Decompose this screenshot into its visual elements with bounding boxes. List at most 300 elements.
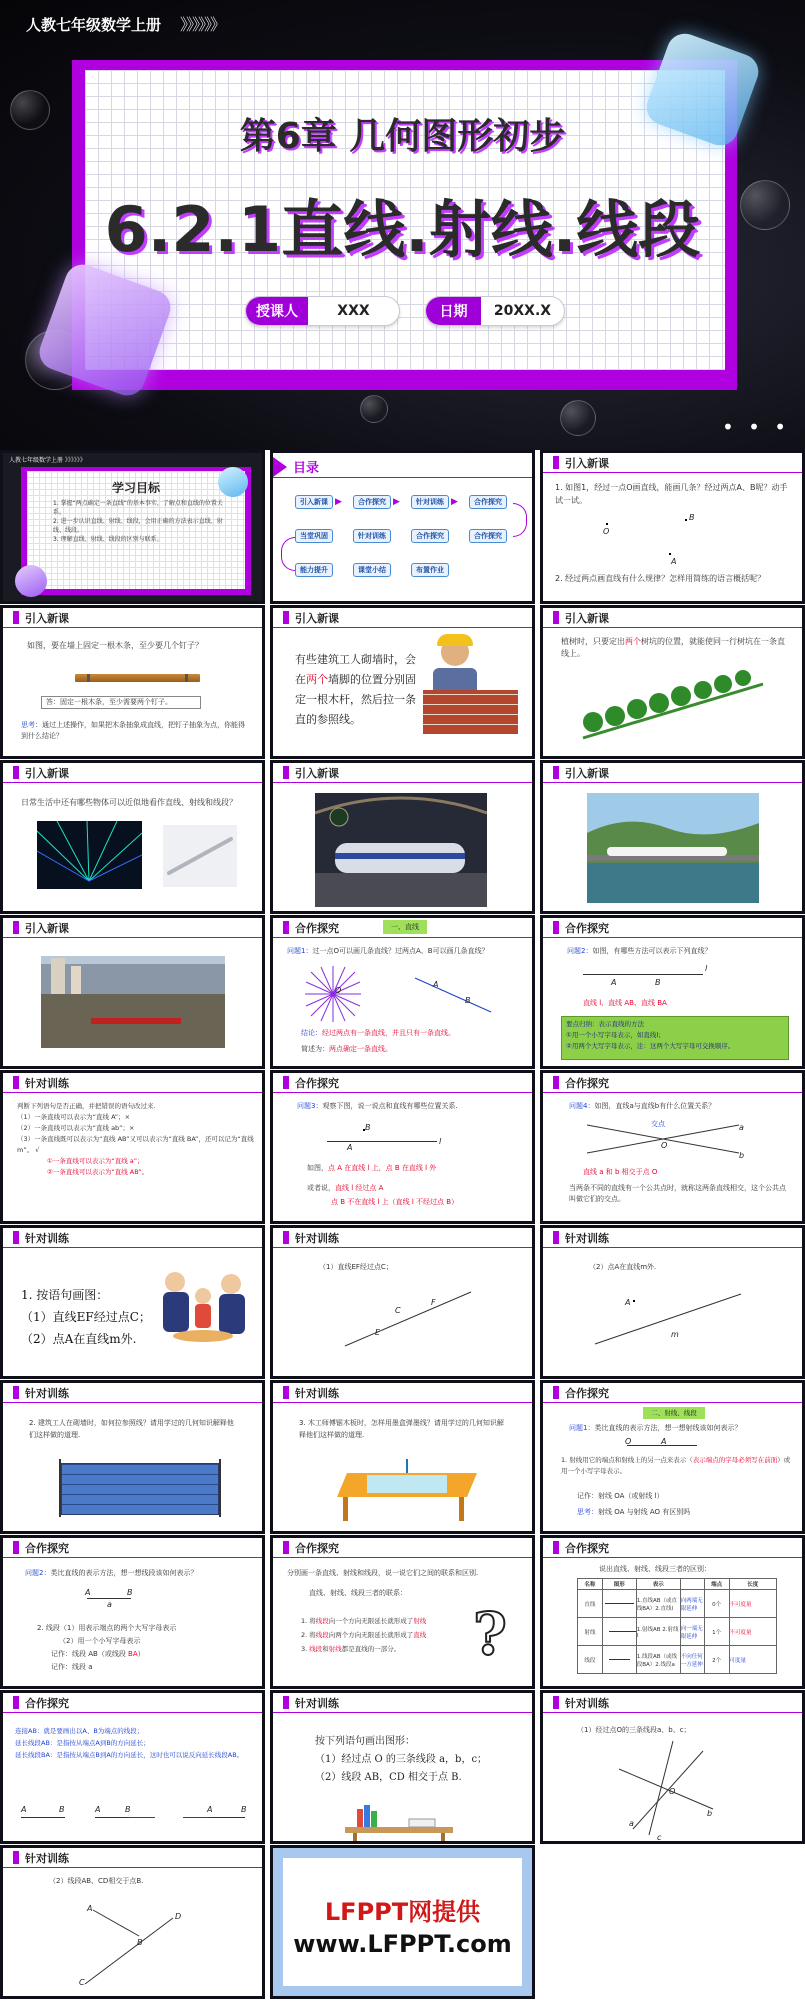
point-label: A bbox=[611, 978, 617, 987]
highlight-text: 射线 bbox=[328, 1645, 342, 1653]
table-cell: 1.射线AB 2.射线l bbox=[636, 1618, 680, 1646]
table-header-row bbox=[578, 1579, 777, 1590]
hardhat-icon bbox=[437, 634, 473, 646]
slide-header bbox=[3, 763, 262, 783]
table-cell: 不向任何一方延伸 bbox=[680, 1646, 704, 1674]
conclusion bbox=[301, 1028, 524, 1038]
segment-label: a bbox=[107, 1600, 112, 1609]
desk-books-image bbox=[339, 1797, 459, 1843]
toc-item[interactable]: 课堂小结 bbox=[353, 563, 391, 577]
carpenter-table-image bbox=[327, 1453, 487, 1523]
chapter-title: 第6章 几何图形初步 bbox=[239, 116, 566, 157]
definition: 连接AB：就是要画出以A、B为端点的线段； bbox=[15, 1727, 144, 1735]
slide-title: 引入新课 bbox=[25, 767, 69, 780]
nail-icon bbox=[87, 674, 90, 682]
slide-explore-line-notation[interactable] bbox=[540, 915, 805, 1069]
relation-list bbox=[301, 1614, 471, 1656]
task-list bbox=[315, 1733, 487, 1787]
table-cell: 不可度量 bbox=[729, 1590, 776, 1618]
extend-definitions bbox=[15, 1725, 255, 1761]
slide-brand[interactable] bbox=[270, 1845, 535, 1999]
question bbox=[569, 1423, 794, 1433]
slide-title: 合作探究 bbox=[295, 922, 339, 935]
notation-line bbox=[37, 1648, 176, 1661]
highlight-text: 两个 bbox=[625, 637, 641, 646]
brand-url[interactable]: www.LFPPT.com bbox=[293, 1930, 512, 1958]
task-heading: 1. 按语句画图： bbox=[21, 1288, 109, 1302]
pencil-of-lines-diagram bbox=[303, 964, 363, 1024]
think-text bbox=[21, 720, 251, 742]
table-cell: 直线 bbox=[578, 1590, 603, 1618]
line-label: a bbox=[739, 1123, 744, 1132]
point-label: A bbox=[671, 557, 677, 566]
point-label: A bbox=[661, 1437, 667, 1446]
question: （2）点A在直线m外. bbox=[589, 1263, 657, 1271]
goals-list bbox=[53, 499, 223, 544]
text-part: 记作：线段 AB（或线段 bbox=[51, 1650, 129, 1658]
toc-item[interactable]: 针对训练 bbox=[411, 495, 449, 509]
slide-header bbox=[3, 1538, 262, 1558]
point-dot bbox=[669, 553, 671, 555]
slide-header bbox=[3, 1228, 262, 1248]
point-label: C bbox=[79, 1978, 85, 1987]
question-body: 类比直线的表示方法，想一想射线该如何表示？ bbox=[594, 1424, 742, 1432]
slide-header bbox=[273, 1383, 532, 1403]
text-part: ） bbox=[137, 1650, 145, 1658]
toc-item[interactable]: 能力提升 bbox=[295, 563, 333, 577]
slide-title: 针对训练 bbox=[295, 1387, 339, 1400]
correction: ①一条直线可以表示为“直线 a”； bbox=[47, 1157, 144, 1165]
point-label: B bbox=[59, 1805, 65, 1814]
table-row bbox=[578, 1618, 777, 1646]
slide-explore-line[interactable] bbox=[270, 915, 535, 1069]
toc-title: 目录 bbox=[293, 461, 320, 476]
relation-1 bbox=[307, 1163, 436, 1173]
text-part: 向两个方向无限延长就形成了 bbox=[328, 1631, 414, 1639]
teacher-value: XXX bbox=[337, 303, 370, 319]
highlight-text: 直线 bbox=[413, 1631, 427, 1639]
question: 日常生活中还有哪些物体可以近似地看作直线、射线和线段？ bbox=[21, 798, 237, 807]
question: 3. 木工师傅锯木板时，怎样用墨盒弹墨线？请用学过的几何知识解释他们这样做的道理. bbox=[299, 1419, 504, 1439]
pole-icon bbox=[59, 1459, 61, 1517]
key-points-title: 要点归纳：表示直线的方法 bbox=[566, 1020, 644, 1028]
segment-diagram bbox=[87, 1598, 131, 1599]
slide-header bbox=[273, 1073, 532, 1093]
segment-diagram bbox=[21, 1817, 65, 1818]
text-part: 如图， bbox=[307, 1164, 328, 1172]
toc-item[interactable]: 合作探究 bbox=[353, 495, 391, 509]
text-part: 和 bbox=[322, 1645, 329, 1653]
slide-header bbox=[3, 1693, 262, 1713]
slide-title: 针对训练 bbox=[25, 1232, 69, 1245]
table-cell bbox=[602, 1618, 636, 1646]
point-label: B bbox=[465, 996, 471, 1005]
point-label: O bbox=[661, 1141, 668, 1150]
bridge-train-image bbox=[587, 793, 759, 903]
segment-notation bbox=[37, 1622, 176, 1674]
table-cell: 0个 bbox=[704, 1590, 729, 1618]
question-body: 如图，有哪些方法可以表示下列直线？ bbox=[592, 947, 712, 955]
point-label: B bbox=[655, 978, 661, 987]
slide-header bbox=[543, 918, 802, 938]
slide-practice-8[interactable] bbox=[540, 1690, 805, 1844]
line-diagram bbox=[583, 974, 703, 975]
table-cell: 可度量 bbox=[729, 1646, 776, 1674]
definition: 延长线段BA：是指按从端点B到A的方向延长，这时也可以说反向延长线段AB。 bbox=[15, 1751, 244, 1759]
toc-marker-icon bbox=[273, 457, 287, 477]
task-heading: 按下列语句画出图形： bbox=[315, 1736, 415, 1747]
line-label: b bbox=[739, 1151, 745, 1160]
goal-item: 3. 理解直线、射线、线段的区别与联系。 bbox=[53, 536, 163, 543]
text-part: 1. 将 bbox=[301, 1617, 316, 1625]
text-part: 有些建筑工人砌墙时，会在 bbox=[295, 653, 416, 686]
arrow-icon: ▶ bbox=[393, 497, 400, 507]
slide-practice-6[interactable] bbox=[270, 1380, 535, 1534]
cover-slide[interactable] bbox=[0, 0, 805, 450]
table-cell bbox=[602, 1646, 636, 1674]
point-label: A bbox=[347, 1143, 353, 1152]
conclusion-body: 经过两点有一条直线，并且只有一条直线。 bbox=[322, 1029, 455, 1037]
slide-title: 引入新课 bbox=[25, 922, 69, 935]
table-cell bbox=[602, 1590, 636, 1618]
line-ab-diagram bbox=[413, 974, 493, 1014]
text-part: 2. 将 bbox=[301, 1631, 316, 1639]
table-cell: 向两端无限延伸 bbox=[680, 1590, 704, 1618]
slide-title: 针对训练 bbox=[295, 1697, 339, 1710]
highlight-text: 射线 bbox=[413, 1617, 427, 1625]
goal-item: 1. 掌握“两点确定一条直线”的基本事实，了解点和直线的位置关系。 bbox=[53, 500, 223, 516]
slide-practice-9[interactable] bbox=[0, 1845, 265, 1999]
slide-practice-3[interactable] bbox=[270, 1225, 535, 1379]
mini-header: 人教七年级数学上册 》》》》》》 bbox=[9, 457, 86, 464]
segment-label: b bbox=[707, 1809, 713, 1818]
segment-diagram bbox=[209, 1817, 245, 1818]
point-label: B bbox=[137, 1938, 143, 1947]
goals-title: 学习目标 bbox=[111, 481, 160, 495]
point-label: O bbox=[603, 527, 610, 536]
table-cell: 1.线段AB（或线段BA）2.线段a bbox=[636, 1646, 680, 1674]
arrow-icon: ▶ bbox=[335, 497, 342, 507]
question bbox=[287, 946, 522, 956]
point-label: A bbox=[85, 1588, 91, 1597]
column-header: 表示 bbox=[636, 1579, 680, 1590]
more-dots-icon: • • • bbox=[722, 415, 791, 439]
task-list bbox=[21, 1284, 151, 1350]
point-label: A bbox=[207, 1805, 213, 1814]
bubble-decor bbox=[360, 395, 388, 423]
slide-learning-goals[interactable] bbox=[0, 450, 265, 604]
line-label: l bbox=[705, 964, 708, 973]
toc-item[interactable]: 合作探究 bbox=[469, 495, 507, 509]
highlight-text: 线段 bbox=[315, 1631, 329, 1639]
task-item: （1）直线EF经过点C； bbox=[21, 1310, 151, 1324]
question-label: 问题2： bbox=[25, 1569, 51, 1577]
teacher-pill bbox=[245, 296, 400, 326]
intro-text: 判断下列语句是否正确，并把错误的语句改过来. bbox=[17, 1102, 156, 1110]
date-label: 日期 bbox=[426, 297, 481, 325]
point-label: O bbox=[335, 986, 342, 995]
slide-header bbox=[543, 453, 802, 473]
highlight-text: 点 A 在直线 l 上，点 B 在直线 l 外 bbox=[328, 1164, 437, 1172]
slide-intro-1[interactable] bbox=[540, 450, 805, 604]
slide-intro-7[interactable] bbox=[540, 760, 805, 914]
lesson-title: 6.2.1直线.射线.线段 bbox=[104, 193, 701, 266]
cover-course-header: 人教七年级数学上册 bbox=[26, 16, 162, 34]
slide-title: 合作探究 bbox=[25, 1697, 69, 1710]
slide-header bbox=[543, 1383, 802, 1403]
slide-title: 引入新课 bbox=[565, 767, 609, 780]
slide-title: 针对训练 bbox=[565, 1232, 609, 1245]
goal-item: 2. 进一步认识直线、射线、线段，会用正确的方法表示直线、射线、线段。 bbox=[53, 518, 223, 534]
metal-rod-image bbox=[163, 825, 237, 887]
slide-title: 引入新课 bbox=[25, 612, 69, 625]
slide-explore-segment[interactable] bbox=[0, 1535, 265, 1689]
point-label: B bbox=[241, 1805, 247, 1814]
line-label: m bbox=[671, 1330, 679, 1339]
question-body: 过一点O可以画几条直线？过两点A、B可以画几条直线？ bbox=[312, 947, 489, 955]
point-label: O bbox=[669, 1787, 676, 1796]
slide-title: 合作探究 bbox=[295, 1542, 339, 1555]
text-part: 树坑的位置，就能使同一行树坑在一条直线上。 bbox=[561, 637, 785, 658]
question-label: 问题2： bbox=[567, 947, 593, 955]
table-cell: 射线 bbox=[578, 1618, 603, 1646]
slide-header bbox=[543, 1538, 802, 1558]
intersection-label: 交点 bbox=[651, 1120, 665, 1128]
slide-header bbox=[543, 1228, 802, 1248]
slide-explore-extend[interactable] bbox=[0, 1690, 265, 1844]
slide-title: 引入新课 bbox=[295, 612, 339, 625]
text-part: ）或用一个小写字母表示。 bbox=[561, 1456, 791, 1475]
table-cell: 2个 bbox=[704, 1646, 729, 1674]
judge-item: （3）一条直线既可以表示为“直线 AB”又可以表示为“直线 BA”，还可以记为“直线 m”。 √ bbox=[17, 1135, 254, 1154]
toc-item[interactable]: 合作探究 bbox=[411, 529, 449, 543]
summary-label: 简述为： bbox=[301, 1045, 329, 1053]
relation-item bbox=[301, 1642, 471, 1656]
text-part: 都是直线的一部分。 bbox=[341, 1645, 401, 1653]
summary-body: 两点确定一条直线。 bbox=[329, 1045, 392, 1053]
table-row bbox=[578, 1590, 777, 1618]
point-label: A bbox=[87, 1904, 93, 1913]
point-label: A bbox=[433, 980, 439, 989]
text-part: 3. bbox=[301, 1645, 310, 1653]
section-tag: 一、直线 bbox=[383, 920, 427, 934]
slide-intro-4[interactable] bbox=[540, 605, 805, 759]
task-item: （2）点A在直线m外. bbox=[21, 1332, 137, 1346]
segment-label: a bbox=[629, 1819, 634, 1828]
slide-intro-8[interactable] bbox=[0, 915, 265, 1069]
relation-2b: 点 B 不在直线 l 上（直线 l 不经过点 B） bbox=[331, 1198, 459, 1206]
slide-intro-6[interactable] bbox=[270, 760, 535, 914]
slide-header bbox=[543, 763, 802, 783]
segment-diagram bbox=[95, 1817, 129, 1818]
question-body: 观察下图，说一说点和直线有哪些位置关系. bbox=[322, 1102, 458, 1110]
column-header: 端点 bbox=[704, 1579, 729, 1590]
definition: 延长线段AB：是指按从端点A到B的方向延长； bbox=[15, 1739, 150, 1747]
wood-strip-image bbox=[75, 674, 200, 682]
slide-header bbox=[3, 1383, 262, 1403]
slide-title: 合作探究 bbox=[25, 1542, 69, 1555]
relation-item bbox=[301, 1614, 471, 1628]
slide-title: 引入新课 bbox=[565, 612, 609, 625]
notation-line: 2. 线段（1）用表示端点的两个大写字母表示 bbox=[37, 1624, 177, 1632]
question: 说出直线、射线、线段三者的区别： bbox=[599, 1565, 711, 1573]
train-station-image bbox=[315, 793, 487, 907]
tree-row-image bbox=[573, 666, 773, 746]
highlight-text: 线段 bbox=[315, 1617, 329, 1625]
intro-text bbox=[561, 636, 791, 660]
nail-icon bbox=[185, 674, 188, 682]
toc-item[interactable]: 针对训练 bbox=[353, 529, 391, 543]
notation: 记作：射线 OA（或射线 l） bbox=[577, 1492, 664, 1500]
point-label: D bbox=[175, 1912, 182, 1921]
table-cell: 线段 bbox=[578, 1646, 603, 1674]
question: 1. 如图1，经过一点O画直线，能画几条？经过两点A、B呢？动手试一试。 bbox=[555, 483, 788, 505]
question bbox=[567, 946, 792, 956]
blue-wall-image bbox=[61, 1463, 219, 1515]
point-dot bbox=[685, 519, 687, 521]
question: 如图，要在墙上固定一根木条，至少要几个钉子？ bbox=[27, 641, 203, 650]
slide-header bbox=[273, 608, 532, 628]
column-header: 名称 bbox=[578, 1579, 603, 1590]
bubble-decor bbox=[560, 400, 596, 436]
think-text bbox=[577, 1507, 690, 1517]
slide-header bbox=[543, 608, 802, 628]
table-cell: 1个 bbox=[704, 1618, 729, 1646]
laser-beams-image bbox=[37, 821, 142, 889]
task-item: （2）线段 AB，CD 相交于点 B. bbox=[315, 1772, 462, 1783]
point-label: F bbox=[431, 1298, 436, 1307]
toc-item[interactable]: 当堂巩固 bbox=[295, 529, 333, 543]
relation-item bbox=[301, 1628, 471, 1642]
point-label: B bbox=[125, 1805, 131, 1814]
subheading: 直线、射线、线段三者的联系： bbox=[309, 1589, 407, 1597]
slide-practice-4[interactable] bbox=[540, 1225, 805, 1379]
text-part: 1. 射线用它的端点和射线上的另一点来表示（ bbox=[561, 1456, 693, 1464]
toc-item[interactable]: 引入新课 bbox=[295, 495, 333, 509]
table-row bbox=[578, 1646, 777, 1674]
students-image bbox=[153, 1262, 253, 1362]
slide-header bbox=[3, 608, 262, 628]
point-label: B bbox=[127, 1588, 133, 1597]
column-header: 长度 bbox=[729, 1579, 776, 1590]
question-body: 如图，直线a与直线b有什么位置关系？ bbox=[594, 1102, 716, 1110]
loop-arrow-icon bbox=[281, 537, 295, 571]
think-label: 思考： bbox=[21, 721, 42, 729]
intro-text bbox=[295, 650, 425, 730]
slide-practice-5[interactable] bbox=[0, 1380, 265, 1534]
conclusion-label: 结论： bbox=[301, 1029, 322, 1037]
question: 分别画一条直线、射线和线段，说一说它们之间的联系和区别. bbox=[287, 1569, 479, 1577]
ray-definition bbox=[561, 1455, 793, 1477]
arrow-icon: ▶ bbox=[451, 497, 458, 507]
column-header: 图形 bbox=[602, 1579, 636, 1590]
question bbox=[569, 1101, 794, 1111]
point-label: O bbox=[625, 1437, 632, 1446]
slide-explore-relations[interactable] bbox=[270, 1535, 535, 1689]
slide-header bbox=[3, 1848, 262, 1868]
line-label: l bbox=[439, 1137, 442, 1146]
slide-toc[interactable] bbox=[270, 450, 535, 604]
slide-title: 针对训练 bbox=[25, 1852, 69, 1865]
line-m-diagram bbox=[593, 1286, 743, 1346]
point-dot bbox=[633, 1300, 635, 1302]
slide-intro-2[interactable] bbox=[0, 605, 265, 759]
slide-practice-1[interactable] bbox=[0, 1070, 265, 1224]
toc-item[interactable]: 合作探究 bbox=[469, 529, 507, 543]
slide-intro-5[interactable] bbox=[0, 760, 265, 914]
slide-practice-2[interactable] bbox=[0, 1225, 265, 1379]
notation-line: （2）用一个小写字母表示 bbox=[59, 1637, 141, 1645]
highlight-text: BA bbox=[128, 1650, 138, 1658]
slide-explore-compare-table[interactable] bbox=[540, 1535, 805, 1689]
chevron-icon: 》》》》》》 bbox=[180, 15, 225, 34]
divider bbox=[273, 477, 535, 478]
extension-line bbox=[129, 1817, 155, 1818]
think-label: 思考： bbox=[577, 1508, 598, 1516]
slide-header bbox=[543, 1693, 802, 1713]
slide-title: 针对训练 bbox=[25, 1077, 69, 1090]
slide-explore-point-line[interactable] bbox=[270, 1070, 535, 1224]
slide-title: 合作探究 bbox=[295, 1077, 339, 1090]
question: （1）经过点O的三条线段a、b、c； bbox=[577, 1726, 691, 1734]
line-ef-diagram bbox=[343, 1288, 473, 1348]
slide-practice-7[interactable] bbox=[270, 1690, 535, 1844]
question bbox=[25, 1568, 254, 1578]
extension-line bbox=[183, 1817, 209, 1818]
slide-title: 引入新课 bbox=[295, 767, 339, 780]
question-label: 问题3： bbox=[297, 1102, 323, 1110]
point-label: A bbox=[95, 1805, 101, 1814]
text-part: 墙脚的位置分别固定一根木杆，然后拉一条直的参照线。 bbox=[295, 673, 416, 726]
slide-title: 合作探究 bbox=[565, 922, 609, 935]
slide-explore-intersect[interactable] bbox=[540, 1070, 805, 1224]
toc-item[interactable]: 布置作业 bbox=[411, 563, 449, 577]
highlight-text: 两个 bbox=[306, 673, 328, 686]
slide-title: 针对训练 bbox=[565, 1697, 609, 1710]
question-body: 类比直线的表示方法，想一想线段该如何表示？ bbox=[50, 1569, 198, 1577]
key-point: ②用两个大写字母表示，注：这两个大写字母可交换顺序。 bbox=[566, 1042, 735, 1050]
slide-title: 合作探究 bbox=[565, 1077, 609, 1090]
slide-body bbox=[17, 1101, 254, 1178]
compare-table bbox=[577, 1578, 777, 1674]
slide-title: 引入新课 bbox=[565, 457, 609, 470]
slide-header bbox=[273, 1538, 532, 1558]
point-label: B bbox=[689, 513, 695, 522]
question: 2. 经过两点画直线有什么规律？怎样用简练的语言概括呢？ bbox=[555, 574, 766, 583]
text-part: 向一个方向无限延长就形成了 bbox=[328, 1617, 414, 1625]
question-label: 问题1： bbox=[569, 1424, 595, 1432]
slide-header bbox=[273, 1693, 532, 1713]
definition: 当两条不同的直线有一个公共点时，就称这两条直线相交，这个公共点叫做它们的交点。 bbox=[569, 1184, 786, 1203]
think-body: 通过上述操作，如果把木条抽象成直线，把钉子抽象为点，你能得到什么结论？ bbox=[21, 721, 245, 740]
highlight-text: 直线 l 经过点 A bbox=[335, 1184, 384, 1192]
answer-box: 答：固定一根木条，至少需要两个钉子。 bbox=[41, 696, 201, 709]
think-body: 射线 OA 与射线 AO 有区别吗 bbox=[598, 1508, 691, 1516]
pole-icon bbox=[219, 1459, 221, 1517]
slide-header bbox=[543, 1073, 802, 1093]
slide-intro-3[interactable] bbox=[270, 605, 535, 759]
slide-title: 合作探究 bbox=[565, 1387, 609, 1400]
task-item: （1）经过点 O 的三条线段 a，b，c； bbox=[315, 1754, 488, 1765]
slide-title: 针对训练 bbox=[295, 1232, 339, 1245]
judge-item: （1）一条直线可以表示为“直线 A”；× bbox=[17, 1113, 131, 1121]
highlight-text: 线段 bbox=[309, 1645, 323, 1653]
question-label: 问题1： bbox=[287, 947, 313, 955]
key-point: ①用一个小写字母表示，如直线l； bbox=[566, 1031, 665, 1039]
slide-explore-ray[interactable] bbox=[540, 1380, 805, 1534]
point-dot bbox=[363, 1129, 365, 1131]
judge-item: （2）一条直线可以表示为“直线 ab”；× bbox=[17, 1124, 135, 1132]
